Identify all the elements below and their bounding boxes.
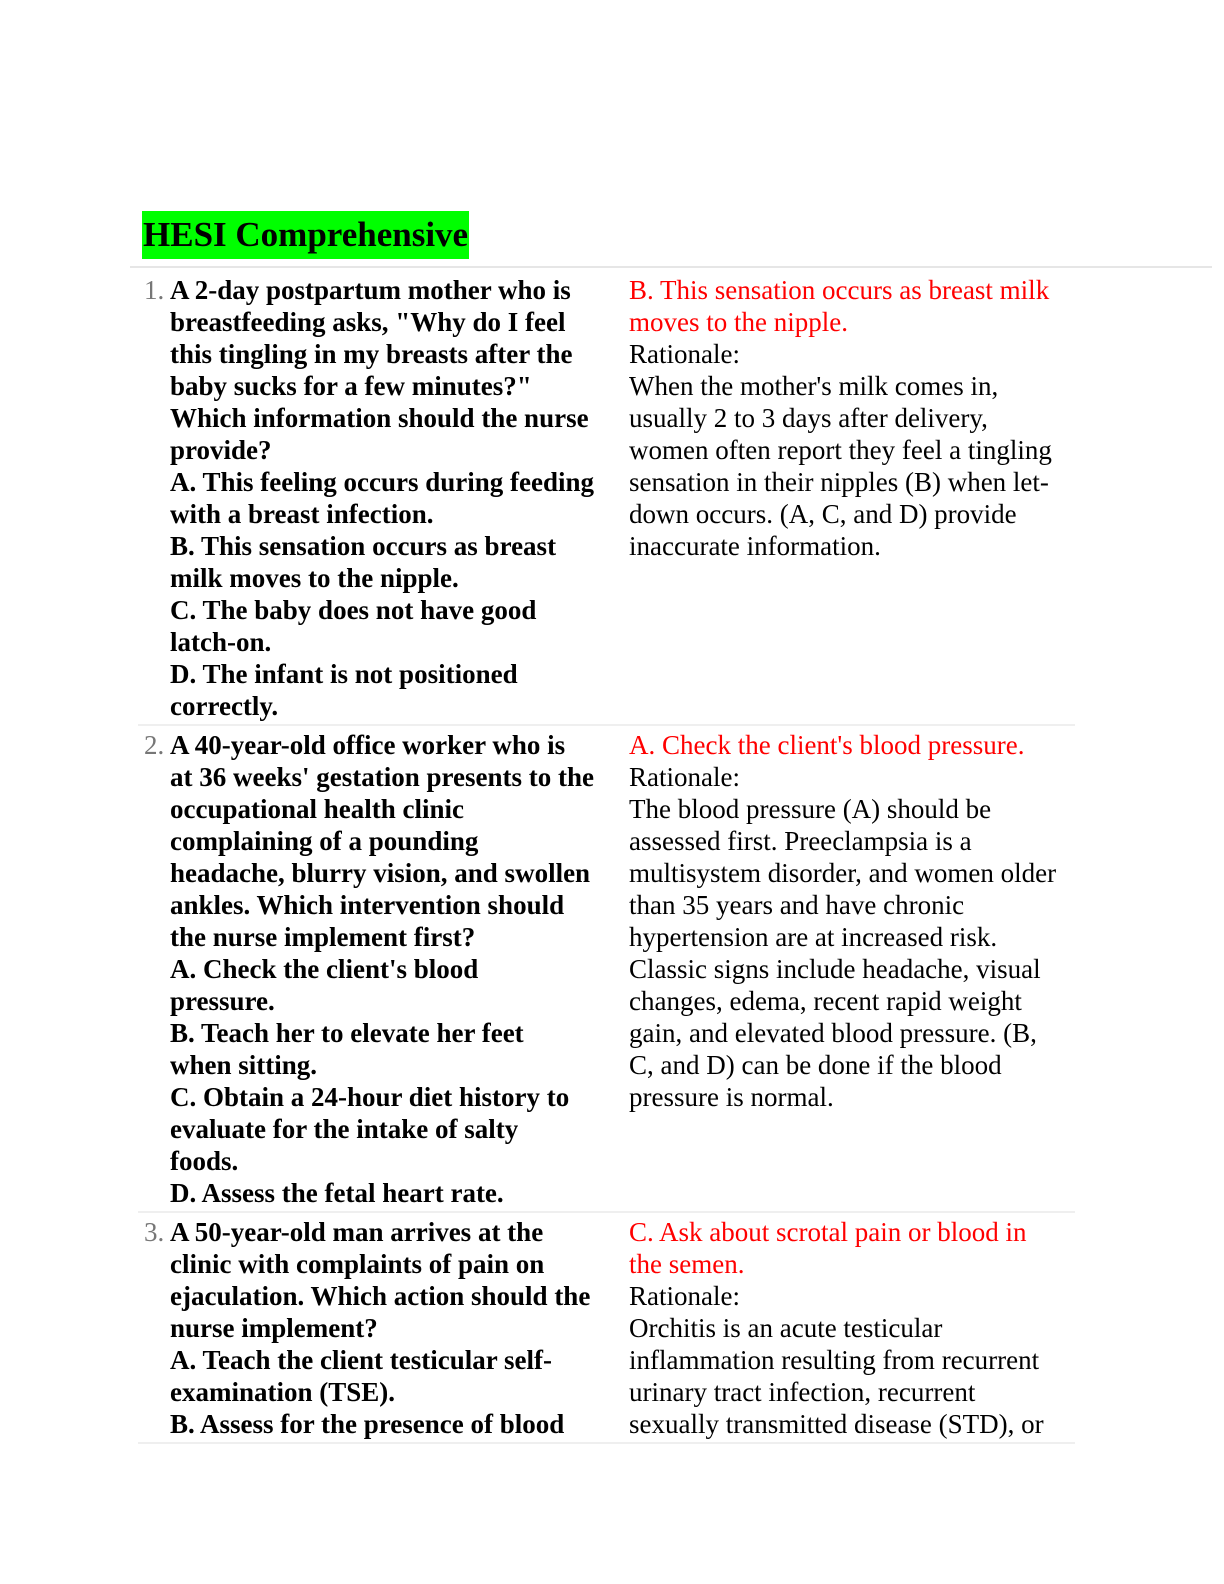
text-line: women often report they feel a tingling [629,435,1052,465]
question-text [170,274,610,722]
text-line: C. Obtain a 24-hour diet history to [170,1082,570,1112]
text-line: D. Assess the fetal heart rate. [170,1178,504,1208]
rationale-label: Rationale: [629,339,740,369]
text-line: Classic signs include headache, visual [629,954,1041,984]
title-divider [130,266,1212,268]
question-number: 3. [144,1217,165,1247]
text-line: gain, and elevated blood pressure. (B, [629,1018,1037,1048]
text-line: inaccurate information. [629,531,881,561]
text-line: than 35 years and have chronic [629,890,965,920]
text-line: the semen. [629,1249,745,1279]
text-line: clinic with complaints of pain on [170,1249,545,1279]
text-line: sensation in their nipples (B) when let- [629,467,1049,497]
text-line: latch-on. [170,627,272,657]
text-line: B. This sensation occurs as breast [170,531,557,561]
text-line: when sitting. [170,1050,318,1080]
text-line: provide? [170,435,272,465]
text-line: foods. [170,1146,239,1176]
text-line: urinary tract infection, recurrent [629,1377,976,1407]
text-line: D. The infant is not positioned [170,659,518,689]
text-line: baby sucks for a few minutes?" [170,371,532,401]
question-row [138,1216,1075,1444]
rationale-text [629,793,1075,1113]
text-line: evaluate for the intake of salty [170,1114,519,1144]
question-row [138,729,1075,1213]
text-line: Orchitis is an acute testicular [629,1313,943,1343]
text-line: inflammation resulting from recurrent [629,1345,1040,1375]
text-line: The blood pressure (A) should be [629,794,992,824]
text-line: occupational health clinic [170,794,465,824]
correct-answer [629,274,1075,338]
correct-answer [629,729,1075,761]
text-line: breastfeeding asks, "Why do I feel [170,307,566,337]
text-line: complaining of a pounding [170,826,479,856]
rationale-text [629,370,1075,562]
question-text [170,1216,610,1440]
question-text [170,729,610,1209]
text-line: nurse implement? [170,1313,378,1343]
text-line: usually 2 to 3 days after delivery, [629,403,988,433]
text-line: examination (TSE). [170,1377,396,1407]
text-line: assessed first. Preeclampsia is a [629,826,972,856]
text-line: headache, blurry vision, and swollen [170,858,591,888]
rationale-label: Rationale: [629,762,740,792]
answer-block [629,274,1075,562]
text-line: the nurse implement first? [170,922,476,952]
text-line: A. Check the client's blood [170,954,479,984]
page-title-wrap [142,211,469,259]
text-line: A 50-year-old man arrives at the [170,1217,544,1247]
text-line: ejaculation. Which action should the [170,1281,591,1311]
text-line: hypertension are at increased risk. [629,922,998,952]
text-line: C. The baby does not have good [170,595,537,625]
answer-block [629,1216,1075,1440]
question-number: 2. [144,730,165,760]
text-line: A. This feeling occurs during feeding [170,467,595,497]
text-line: A. Teach the client testicular self- [170,1345,552,1375]
text-line: changes, edema, recent rapid weight [629,986,1022,1016]
text-line: milk moves to the nipple. [170,563,459,593]
text-line: C, and D) can be done if the blood [629,1050,1002,1080]
question-number: 1. [144,275,165,305]
answer-block [629,729,1075,1113]
rationale-label: Rationale: [629,1281,740,1311]
correct-answer [629,1216,1075,1280]
text-line: ankles. Which intervention should [170,890,565,920]
text-line: B. Teach her to elevate her feet [170,1018,524,1048]
text-line: multisystem disorder, and women older [629,858,1057,888]
rationale-text [629,1312,1075,1440]
text-line: pressure. [170,986,275,1016]
text-line: with a breast infection. [170,499,434,529]
text-line: sexually transmitted disease (STD), or [629,1409,1044,1439]
text-line: C. Ask about scrotal pain or blood in [629,1217,1027,1247]
text-line: When the mother's milk comes in, [629,371,999,401]
text-line: A 2-day postpartum mother who is [170,275,571,305]
question-row [138,274,1075,726]
text-line: A 40-year-old office worker who is [170,730,566,760]
text-line: A. Check the client's blood pressure. [629,730,1025,760]
text-line: correctly. [170,691,279,721]
text-line: this tingling in my breasts after the [170,339,573,369]
text-line: B. This sensation occurs as breast milk [629,275,1050,305]
text-line: pressure is normal. [629,1082,834,1112]
text-line: at 36 weeks' gestation presents to the [170,762,594,792]
text-line: down occurs. (A, C, and D) provide [629,499,1017,529]
text-line: B. Assess for the presence of blood [170,1409,565,1439]
text-line: moves to the nipple. [629,307,848,337]
text-line: Which information should the nurse [170,403,589,433]
page-title: HESI Comprehensive [142,211,469,259]
